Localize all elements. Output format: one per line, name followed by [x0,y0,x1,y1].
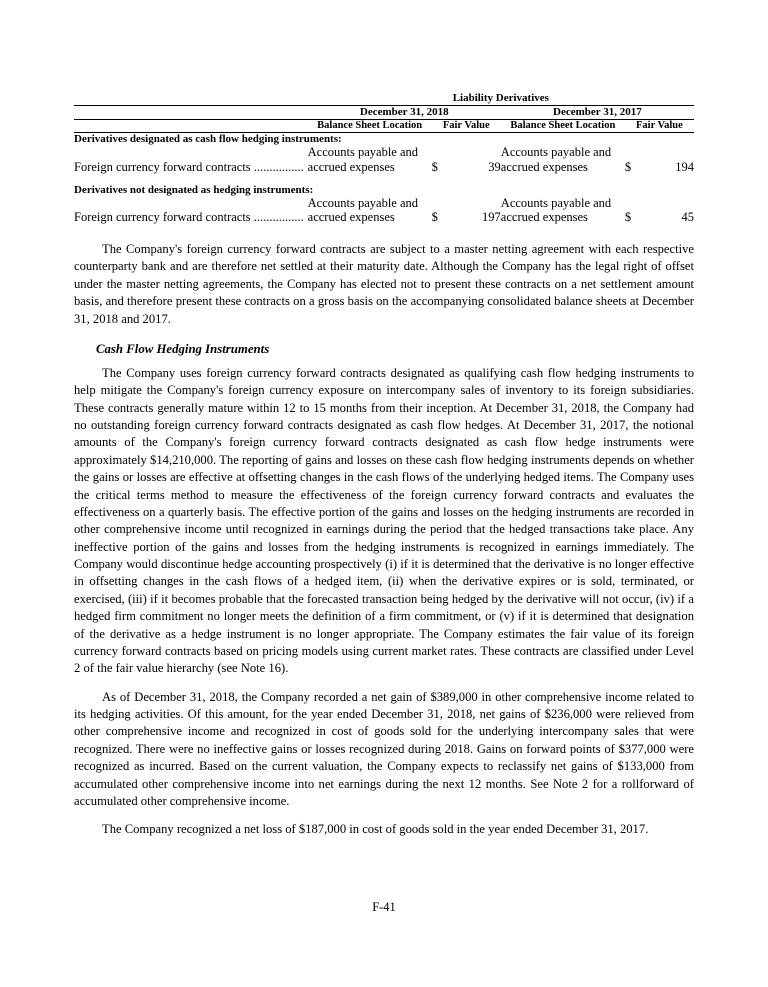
cell-location-2017: Accounts payable and accrued expenses [500,195,612,225]
cell-value-2017: 194 [675,159,694,174]
cell-currency-2018: $ [431,159,438,174]
row-label-cell [74,196,308,226]
table-group-header-row [74,92,694,104]
cell-location-2018: Accounts payable and accrued expenses [307,195,419,225]
cell-value-2018: 39 [488,159,501,174]
paragraph-net-loss-2017: The Company recognized a net loss of $187,000 in cost of goods sold in the year ended December 31, 2017. [102,822,649,837]
cell-currency-2017: $ [624,159,632,174]
cell-value-2018: 197 [482,210,501,224]
row-leader-dots: ................ [253,159,304,174]
cell-currency-2017: $ [624,210,632,224]
row-label: Foreign currency forward contracts [74,210,251,224]
page-number: F-41 [372,900,396,914]
subheading-cash-flow-hedging-instruments: Cash Flow Hedging Instruments [96,341,270,356]
subheader-fair-value-2017: Fair Value [636,120,683,131]
table-spacer [74,175,694,184]
subheader-balance-sheet-location-2018: Balance Sheet Location [317,120,423,131]
table-section-title-row [74,133,694,146]
cell-location-2017: Accounts payable and accrued expenses [500,145,612,174]
cell-location-2018: Accounts payable and accrued expenses [307,145,419,174]
table-subheader-row [74,120,694,132]
paragraph-net-gain-2018: As of December 31, 2018, the Company recorded a net gain of $389,000 in other comprehensive income related to its hedging activities. Of this amount, for the year ended December 31, 2018, net gains of $236,000 were relieved from other comprehensive income and recognized in cost of goods sold for the underlying intercompany sales that were recognized. There were no ineffective gains or losses recognized during 2018. Gains on forward points of $377,000 were recognized as incurred. Based on the current valuation, the Company expects to reclassify net gains of $133,000 from accumulated other comprehensive income into net earnings during the next 12 months. See Note 2 for a rollforward of accumulated other comprehensive income. [74,689,694,808]
table-section-title-row [74,184,694,196]
row-label: Foreign currency forward contracts [74,159,251,174]
paragraph-master-netting: The Company's foreign currency forward contracts are subject to a master netting agreement with each respective counterparty bank and are therefore net settled at their maturity date. Although the Company has the legal right of offset under the master netting agreements, the Company has elected not to present these contracts on a net settlement amount basis, and therefore present these contracts on a gross basis on the accompanying consolidated balance sheets at December 31, 2018 and 2017. [74,242,694,326]
cell-value-2017: 45 [681,210,694,224]
section-title-designated: Derivatives designated as cash flow hedging instruments: [74,133,342,145]
table-date-header-row [74,106,694,119]
section-title-not-designated: Derivatives not designated as hedging instruments: [74,183,314,196]
cell-currency-2018: $ [431,210,438,224]
liability-derivatives-table [74,92,694,225]
subheader-fair-value-2018: Fair Value [442,120,490,131]
row-leader-dots: ................ [253,210,304,224]
row-label-cell [74,145,308,175]
table-row [74,196,694,226]
date-header-2017: December 31, 2017 [553,106,642,118]
date-header-2018: December 31, 2018 [359,106,449,118]
group-header-liability-derivatives: Liability Derivatives [452,92,549,104]
paragraph-cash-flow-hedging: The Company uses foreign currency forward contracts designated as qualifying cash flow hedging instruments to help mitigate the Company's foreign currency exposure on intercompany sales of inventory to its foreign subsidiaries. These contracts generally mature within 12 to 15 months from their inception. At December 31, 2018, the Company had no outstanding foreign currency forward contracts designated as cash flow hedges. At December 31, 2017, the notional amounts of the Company's foreign currency forward contracts designated as cash flow hedge instruments were approximately $14,210,000. The reporting of gains and losses on these cash flow hedging instruments depends on whether the gains or losses are effective at offsetting changes in the cash flows of the underlying hedged items. The Company uses the critical terms method to measure the effectiveness of the foreign currency forward contracts and evaluates the effectiveness on a quarterly basis. The effective portion of the gains and losses on the hedging instruments are recorded in other comprehensive income until recognized in earnings during the period that the hedged transactions take place. Any ineffective portion of the gains and losses from the hedging instruments is recognized in earnings immediately. The Company would discontinue hedge accounting prospectively (i) if it is determined that the derivative is no longer effective in offsetting changes in the cash flows of a hedged item, (ii) when the derivative expires or is sold, terminated, or exercised, (iii) if it becomes probable that the forecasted transaction being hedged by the derivative will not occur, (iv) if a hedged firm commitment no longer meets the definition of a firm commitment, or (v) if it is determined that designation of the derivative as a hedge instrument is no longer appropriate. The Company estimates the fair value of its foreign currency forward contracts based on pricing models using current market rates. These contracts are classified under Level 2 of the fair value hierarchy (see Note 16). [74,365,694,676]
table-row [74,145,694,175]
subheader-balance-sheet-location-2017: Balance Sheet Location [510,120,616,131]
